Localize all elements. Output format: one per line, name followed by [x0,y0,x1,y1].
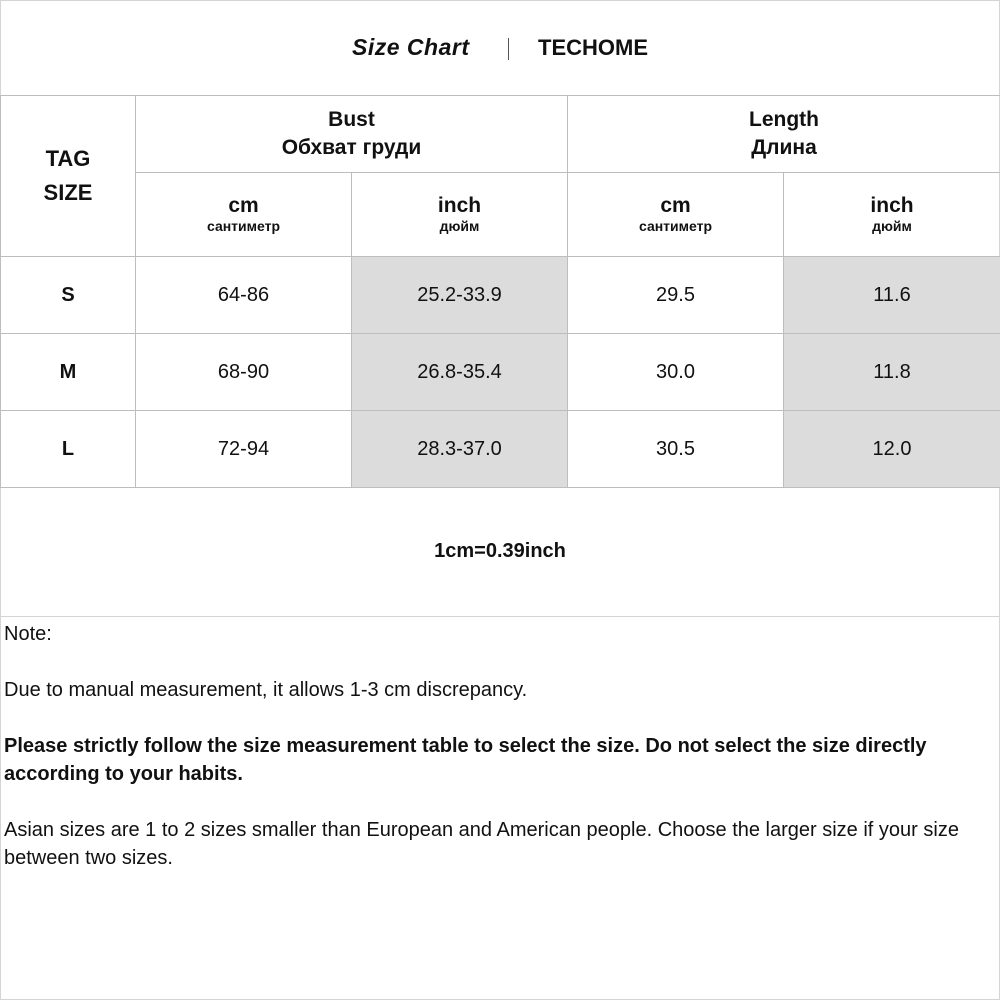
length-header [568,96,1000,173]
bust-label: Bust [328,108,375,131]
unit-label-ru: сантиметр [206,217,281,234]
bust-inch-cell: 28.3-37.0 [352,411,568,488]
table-row [1,334,1000,411]
unit-label-ru: дюйм [872,217,912,234]
table-row [1,411,1000,488]
unit-label: inch [870,193,914,217]
bust-cm-cell: 68-90 [136,334,352,411]
unit-label: inch [437,193,482,217]
unit-label-ru: дюйм [439,217,480,234]
size-table [0,95,1000,488]
bust-label-ru: Обхват груди [281,136,422,159]
unit-header-length-inch [784,173,1000,257]
bust-cm-cell: 64-86 [136,257,352,334]
page-title: Size Chart [352,34,470,60]
size-cell: S [1,257,136,334]
length-inch-cell: 11.6 [784,257,1000,334]
length-inch-cell: 11.8 [784,334,1000,411]
title-divider [508,38,509,60]
table-row [1,257,1000,334]
bust-cm-cell: 72-94 [136,411,352,488]
unit-label: cm [228,193,259,217]
tag-size-header [1,96,136,257]
size-cell: M [1,334,136,411]
length-label-ru: Длина [751,136,817,159]
note-discrepancy: Due to manual measurement, it allows 1-3 cm discrepancy. [4,679,528,701]
unit-header-bust-cm [136,173,352,257]
size-cell: L [1,411,136,488]
notes-heading: Note: [4,623,52,645]
unit-conversion: 1cm=0.39inch [434,540,566,562]
tag-label: TAG [45,146,91,171]
unit-label-ru: сантиметр [638,217,713,234]
length-cm-cell: 30.0 [568,334,784,411]
length-cm-cell: 30.5 [568,411,784,488]
header [0,0,1000,96]
unit-header-length-cm [568,173,784,257]
notes-section [4,620,994,872]
unit-label: cm [660,193,691,217]
size-label: SIZE [43,180,93,205]
length-label: Length [749,108,819,131]
bust-inch-cell: 25.2-33.9 [352,257,568,334]
length-cm-cell: 29.5 [568,257,784,334]
length-inch-cell: 12.0 [784,411,1000,488]
note-follow-table: Please strictly follow the size measurement table to select the size. Do not select the size directly according to your habits. [4,735,927,785]
bust-header [136,96,568,173]
brand-name: TECHOME [538,35,648,60]
bust-inch-cell: 26.8-35.4 [352,334,568,411]
section-divider [0,616,1000,617]
note-asian-sizes: Asian sizes are 1 to 2 sizes smaller than European and American people. Choose the larger size if your size between two sizes. [4,819,959,869]
unit-header-bust-inch [352,173,568,257]
